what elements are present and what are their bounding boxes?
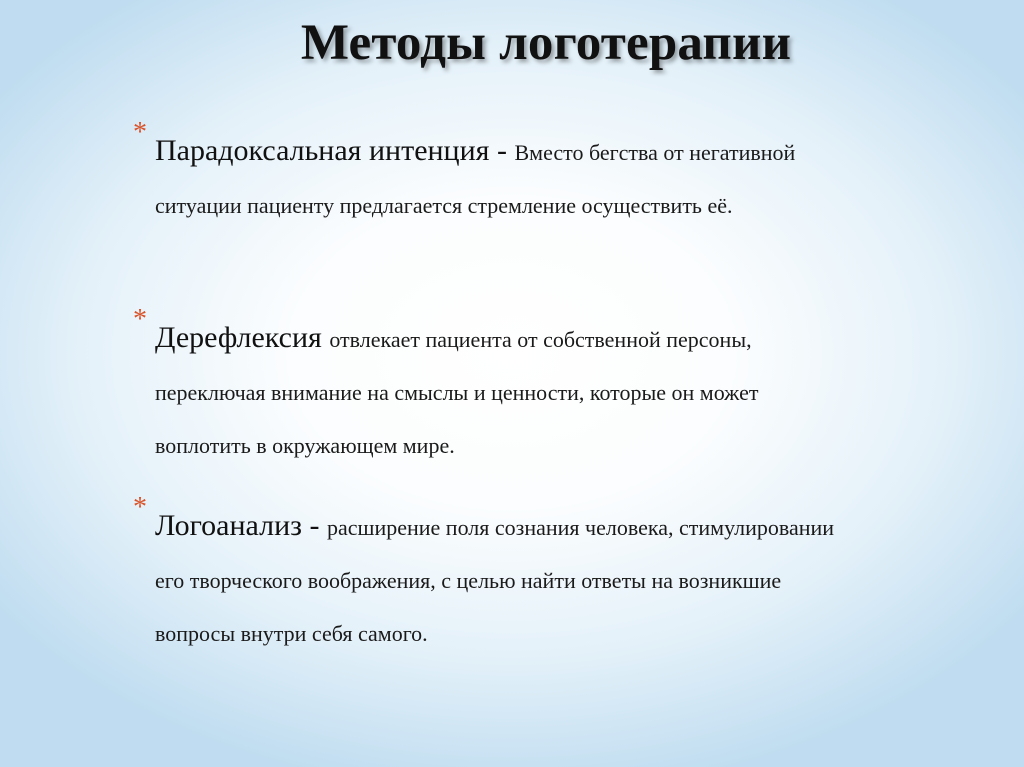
bullet-text: расширение поля сознания человека, стимулировании его творческого воображения, с целью найти ответы на возникшие вопросы внутри себя самого. (155, 515, 835, 646)
bullet-star-icon: * (133, 304, 147, 335)
bullet-text: Вместо бегства от негативной ситуации пациенту предлагается стремление осуществить её. (155, 140, 796, 218)
bullet-dereflection (133, 304, 855, 472)
bullet-paradoxical-intention (133, 117, 855, 232)
bullet-heading: Парадоксальная интенция - (155, 134, 515, 167)
bullet-star-icon: * (133, 492, 147, 523)
bullet-star-icon: * (133, 117, 147, 148)
bullet-heading: Логоанализ - (155, 509, 327, 542)
bullet-logoanalysis (133, 492, 855, 660)
bullet-heading: Дерефлексия (155, 321, 330, 354)
bullet-text: отвлекает пациента от собственной персоны, переключая внимание на смыслы и ценности, которые он может воплотить в окружающем мире. (155, 327, 759, 458)
slide-title: Методы логотерапии (300, 15, 792, 71)
